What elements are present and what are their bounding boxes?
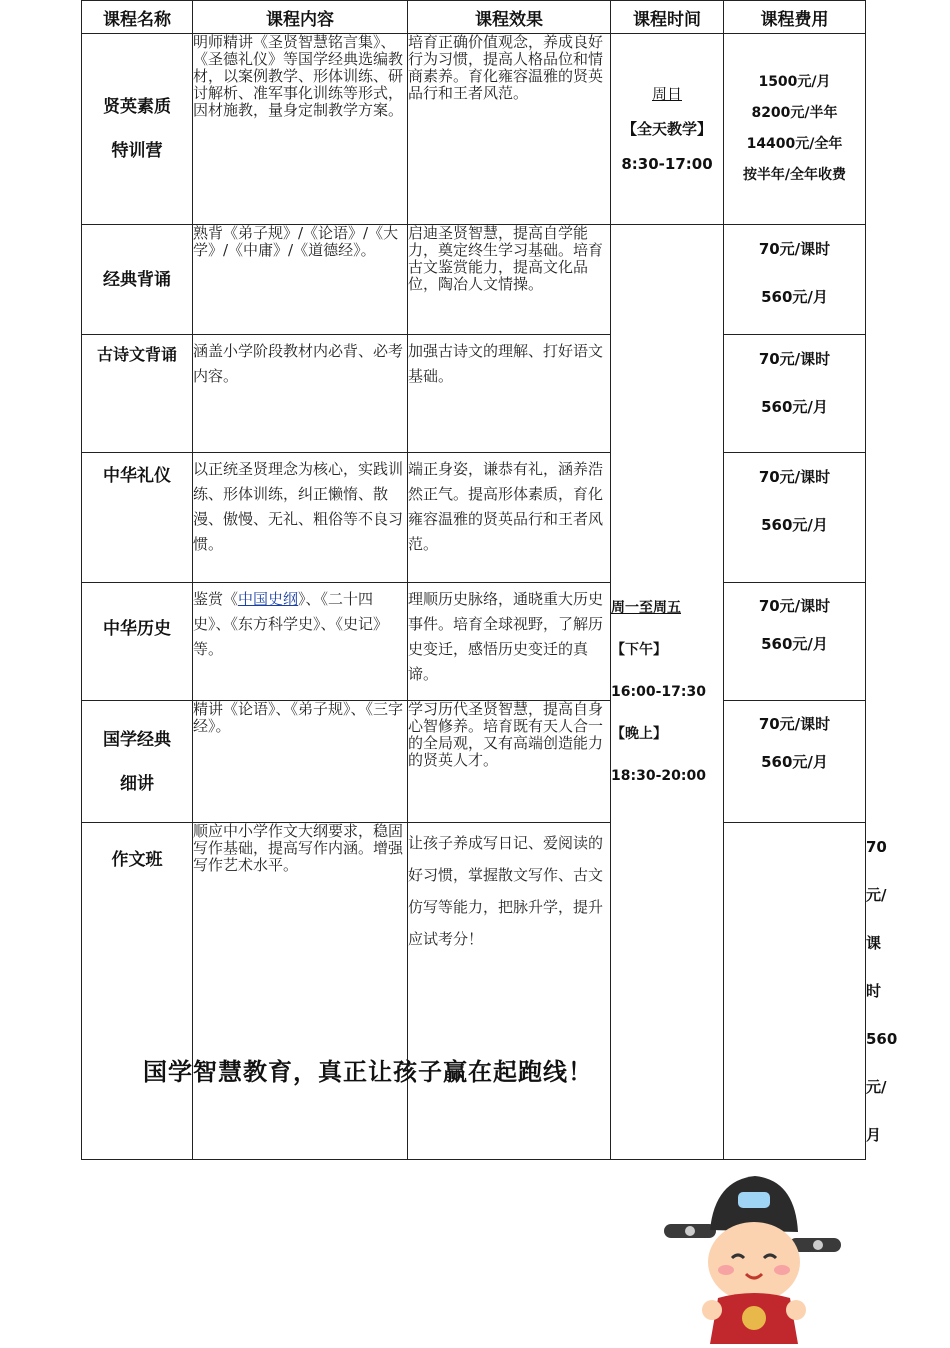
course-name: 中华历史	[82, 583, 193, 701]
header-course-time: 课程时间	[611, 1, 724, 34]
course-effect: 学习历代圣贤智慧，提高自身心智修养。培育既有天人合一的全局观，又有高端创造能力的贤英人才。	[408, 701, 611, 823]
course-name: 国学经典 细讲	[82, 701, 193, 823]
course-content: 精讲《论语》、《弟子规》、《三字经》。	[193, 701, 408, 823]
course-effect: 培育正确价值观念，养成良好行为习惯，提高人格品位和情商素养。育化雍容温雅的贤英品行和王者风范。	[408, 34, 611, 225]
table-row: 作文班 顺应中小学作文大纲要求，稳固写作基础，提高写作内涵。增强写作艺术水平。 让孩子养成写日记、爱阅读的好习惯，掌握散文写作、古文仿写等能力，把脉升学，提升应试考分！ 70元/课时 560元/月	[82, 823, 866, 1160]
course-effect: 端正身姿，谦恭有礼，涵养浩然正气。提高形体素质，育化雍容温雅的贤英品行和王者风范。	[408, 453, 611, 583]
header-course-effect: 课程效果	[408, 1, 611, 34]
course-content: 鉴赏《中国史纲》、《二十四史》、《东方科学史》、《史记》等。	[193, 583, 408, 701]
table-row	[82, 34, 866, 225]
course-fee: 70元/课时 560元/月	[724, 335, 866, 453]
course-name: 贤英素质 特训营	[82, 34, 193, 225]
course-content: 明师精讲《圣贤智慧铭言集》、《圣德礼仪》等国学经典选编教材，以案例教学、形体训练、研讨解析、准军事化训练等形式，因材施教，量身定制教学方案。	[193, 34, 408, 225]
course-effect: 启迪圣贤智慧，提高自学能力，奠定终生学习基础。培育古文鉴赏能力，提高文化品位，陶冶人文情操。	[408, 225, 611, 335]
course-fee: 70元/课时 560元/月	[724, 583, 866, 701]
history-book-link[interactable]: 中国史纲	[238, 590, 299, 608]
course-fee: 1500元/月 8200元/半年 14400元/全年 按半年/全年收费	[724, 34, 866, 225]
course-name: 中华礼仪	[82, 453, 193, 583]
header-course-fee: 课程费用	[724, 1, 866, 34]
course-time-empty	[724, 823, 866, 1160]
table-row	[82, 701, 866, 823]
table-row	[82, 453, 866, 583]
course-time-weekend: 周日 【全天教学】 8:30-17:00	[611, 34, 724, 225]
course-content: 熟背《弟子规》/《论语》/《大学》/《中庸》/《道德经》。	[193, 225, 408, 335]
course-name: 作文班	[82, 823, 193, 1160]
slogan: 国学智慧教育，真正让孩子赢在起跑线！	[143, 1057, 593, 1086]
course-name: 古诗文背诵	[82, 335, 193, 453]
course-time-weekday: 周一至周五 【下午】 16:00-17:30 【晚上】 18:30-20:00	[611, 225, 724, 1160]
course-name: 经典背诵	[82, 225, 193, 335]
course-effect: 理顺历史脉络，通晓重大历史事件。培育全球视野，了解历史变迁，感悟历史变迁的真谛。	[408, 583, 611, 701]
table-row	[82, 225, 866, 335]
course-fee: 70元/课时 560元/月	[724, 225, 866, 335]
course-effect: 让孩子养成写日记、爱阅读的好习惯，掌握散文写作、古文仿写等能力，把脉升学，提升应试考分！	[408, 823, 611, 1160]
course-content: 涵盖小学阶段教材内必背、必考内容。	[193, 335, 408, 453]
table-header-row	[82, 1, 866, 34]
course-content: 顺应中小学作文大纲要求，稳固写作基础，提高写作内涵。增强写作艺术水平。	[193, 823, 408, 1160]
header-course-name: 课程名称	[82, 1, 193, 34]
course-content: 以正统圣贤理念为核心，实践训练、形体训练，纠正懒惰、散漫、傲慢、无礼、粗俗等不良习惯。	[193, 453, 408, 583]
course-table	[81, 0, 898, 1160]
scholar-mascot-icon	[660, 1170, 845, 1344]
table-row	[82, 335, 866, 453]
table-row	[82, 583, 866, 701]
header-course-content: 课程内容	[193, 1, 408, 34]
course-fee: 70元/课时 560元/月	[724, 453, 866, 583]
course-fee: 70元/课时 560元/月	[724, 701, 866, 823]
course-effect: 加强古诗文的理解、打好语文基础。	[408, 335, 611, 453]
